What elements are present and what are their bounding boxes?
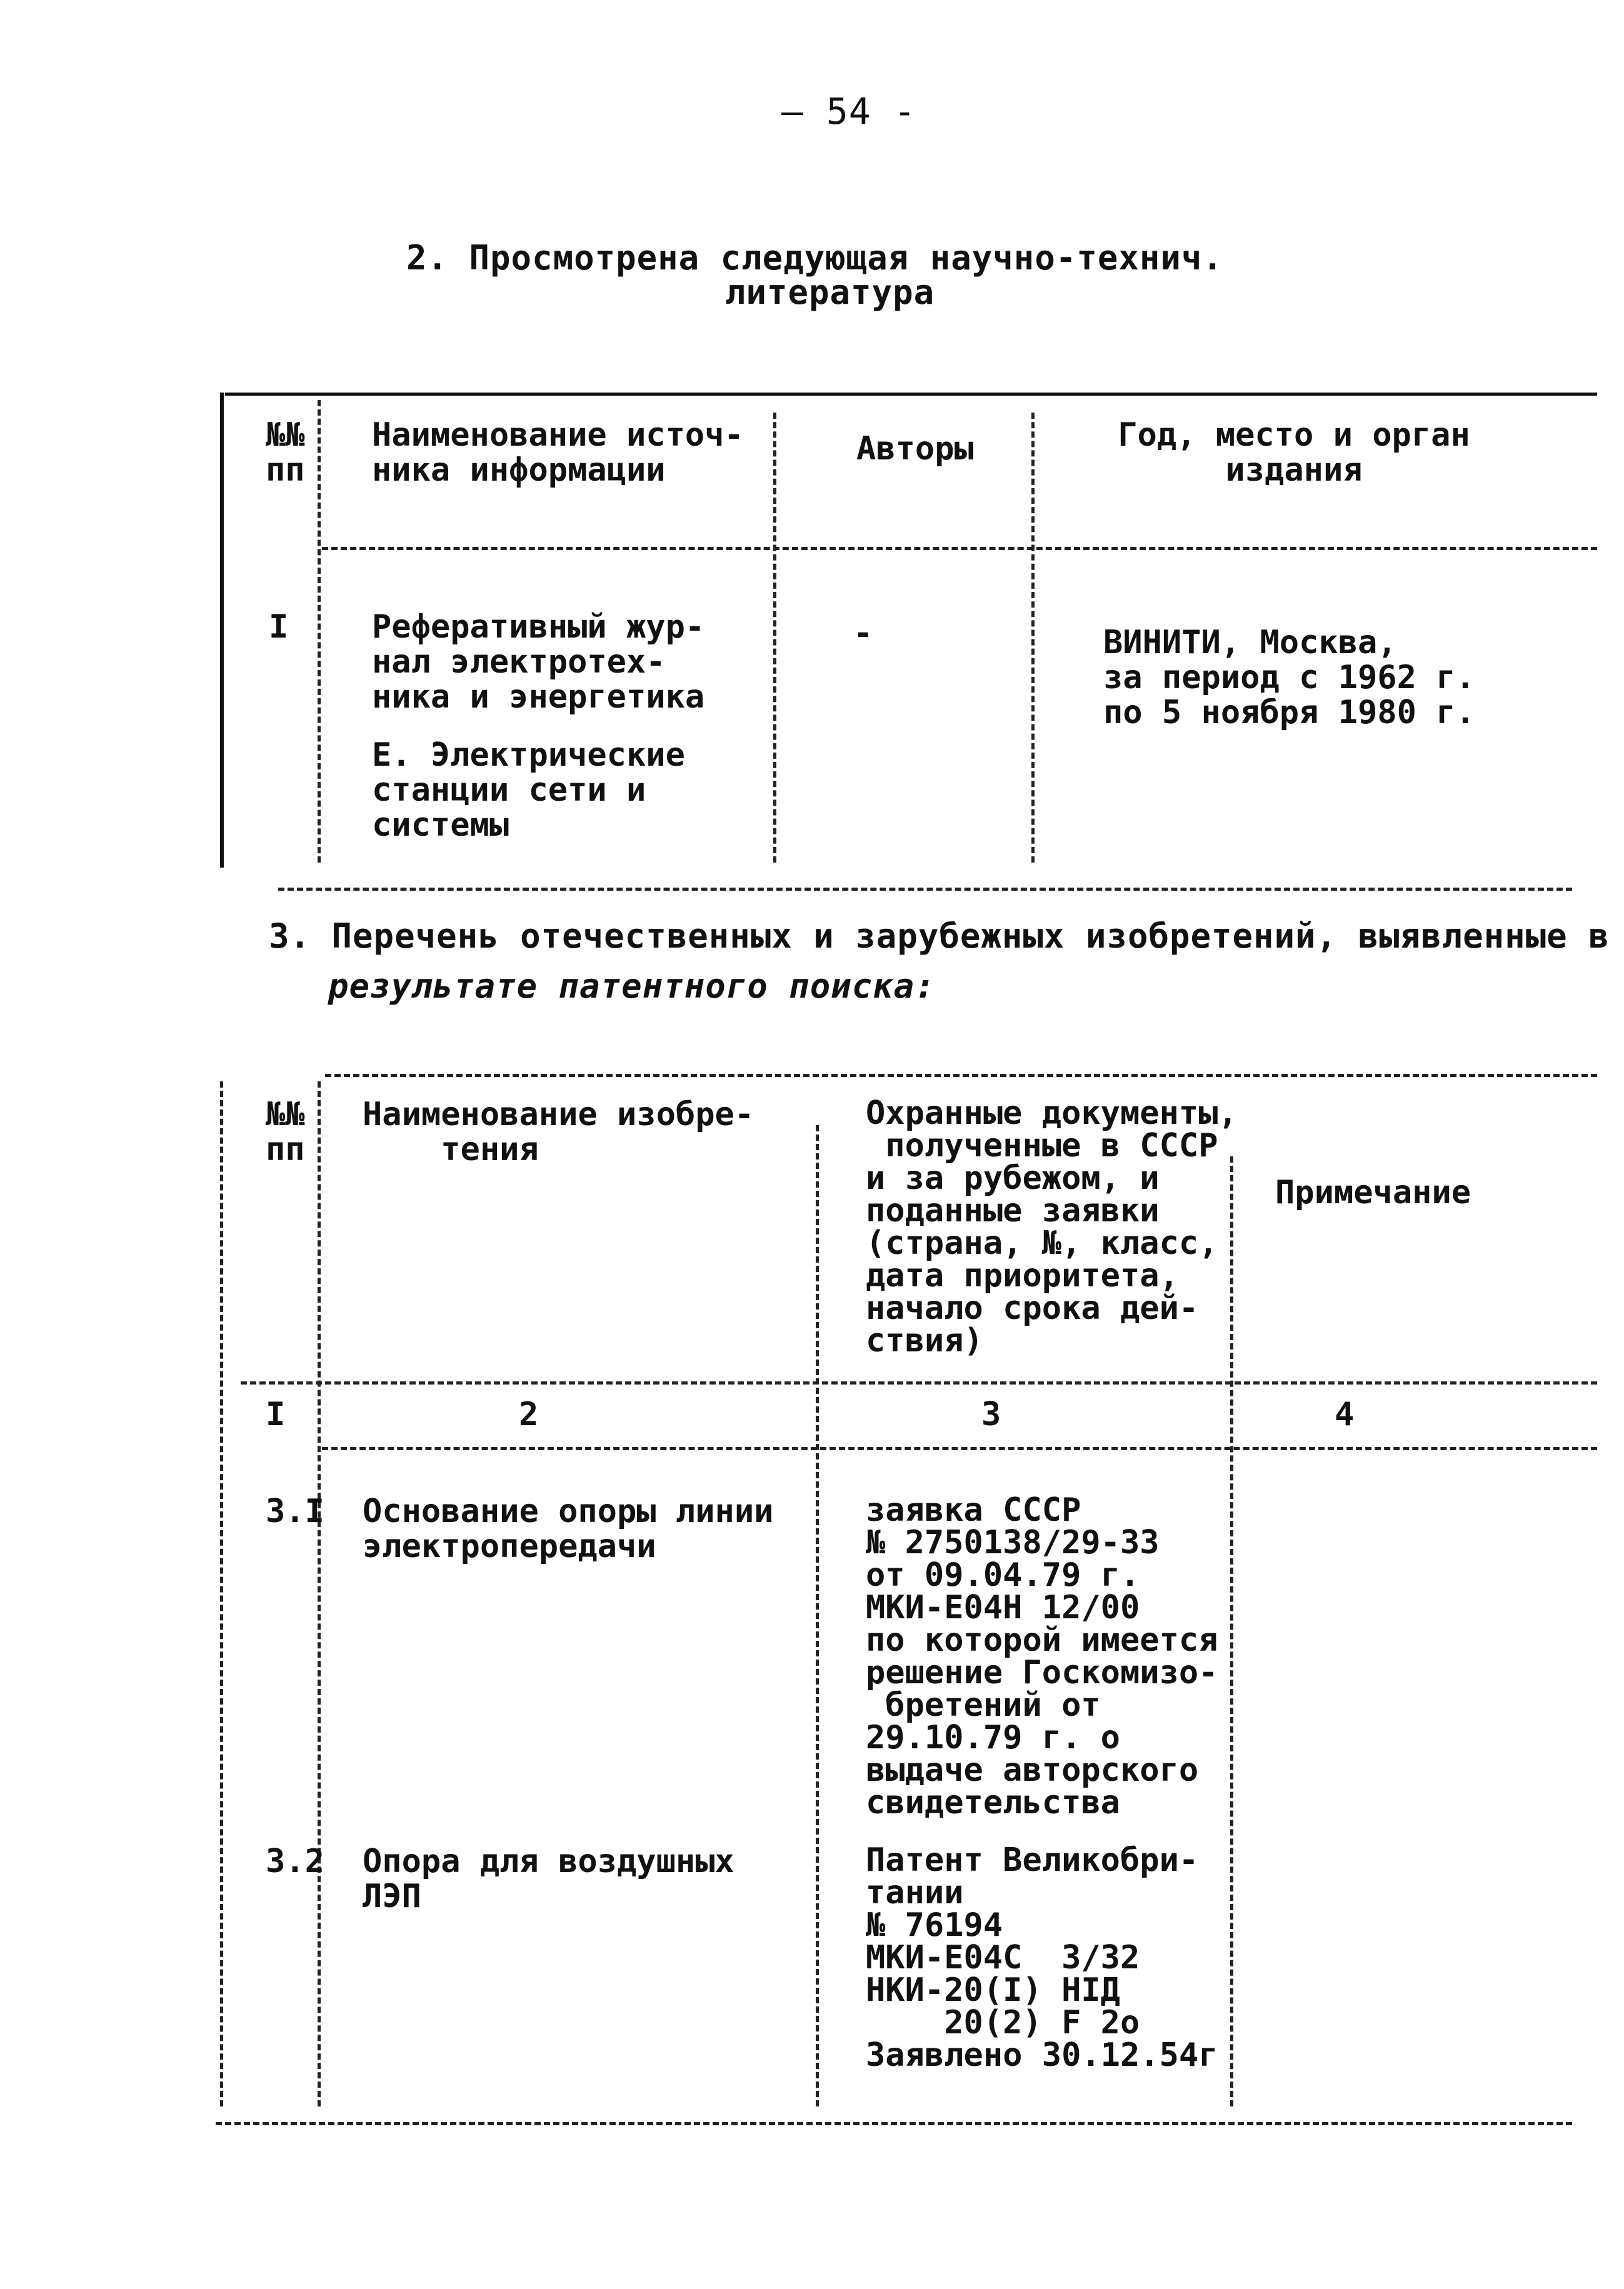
table2-header-note: Примечание [1275, 1174, 1471, 1211]
table2-row2-name: Опора для воздушных ЛЭП [363, 1843, 734, 1915]
table2-colnum-divider [322, 1447, 1597, 1450]
table2-col-divider-2 [816, 1125, 819, 2106]
table1-header-name: Наименование источ- ника информации [372, 416, 744, 489]
table2-colnum-2: 2 [519, 1396, 539, 1433]
section3-title-line2: результате патентного поиска: [328, 966, 936, 1006]
table1-bottom-border [278, 888, 1572, 891]
table2-col-divider-1 [318, 1081, 321, 2106]
table1-col-divider-1 [318, 400, 321, 863]
table2-left-border [220, 1081, 223, 2106]
table2-header-name: Наименование изобре- тения [363, 1096, 754, 1168]
table2-header-num: №№ пп [266, 1096, 305, 1168]
table2-colnum-3: 3 [981, 1396, 1001, 1433]
table1-row1-name: Реферативный жур- нал электротех- ника и энергетика [372, 608, 705, 716]
table2-top-border [325, 1074, 1597, 1077]
section2-title-line1: 2. Просмотрена следующая научно-технич. [406, 238, 1223, 278]
table2-row2-num: 3.2 [266, 1843, 324, 1880]
section2-title-line2: литература [725, 273, 935, 312]
table2-row2-docs: Патент Великобри- тании № 76194 МКИ-Е04С 3/32 НКИ-20(I) НIД 20(2) F 2о Заявлено 30.12.54г [866, 1841, 1218, 2074]
table1-col-divider-3 [1031, 413, 1035, 863]
section3-title-line1: 3. Перечень отечественных и зарубежных изобретений, выявленные в [269, 916, 1610, 956]
table2-header-divider [241, 1381, 1597, 1385]
table2-row1-num: 3.I [266, 1493, 324, 1530]
table1-row1-num: I [269, 608, 289, 646]
table1-header-num: №№ пп [266, 416, 305, 489]
table2-header-docs: Охранные документы, полученные в СССР и за рубежом, и поданные заявки (страна, №, класс, дата приоритета, начало срока дей- ствия) [866, 1094, 1238, 1360]
table2-bottom-border [216, 2122, 1572, 2125]
table1-top-border [225, 393, 1597, 396]
table2-row1-name: Основание опоры линии электропередачи [363, 1493, 774, 1565]
table1-row1-name-sub: Е. Электрические станции сети и системы [372, 736, 685, 844]
table2-colnum-4: 4 [1335, 1396, 1355, 1433]
table1-row1-authors: - [853, 614, 873, 652]
table1-row1-publisher: ВИНИТИ, Москва, за период с 1962 г. по 5 ноября 1980 г. [1103, 624, 1475, 731]
table1-left-border [220, 393, 224, 868]
table2-row1-docs: заявка СССР № 2750138/29-33 от 09.04.79 г. МКИ-Е04Н 12/00 по которой имеется решение Госкомизо- бретений от 29.10.79 г. о выдаче авторского свидетельства [866, 1491, 1218, 1821]
table2-colnum-1: I [266, 1396, 286, 1433]
table1-header-divider [322, 547, 1597, 550]
page-number: — 54 - [781, 90, 916, 133]
table1-header-publisher: Год, место и орган издания [1118, 416, 1470, 489]
table1-col-divider-2 [773, 413, 776, 863]
table1-header-authors: Авторы [856, 430, 974, 468]
